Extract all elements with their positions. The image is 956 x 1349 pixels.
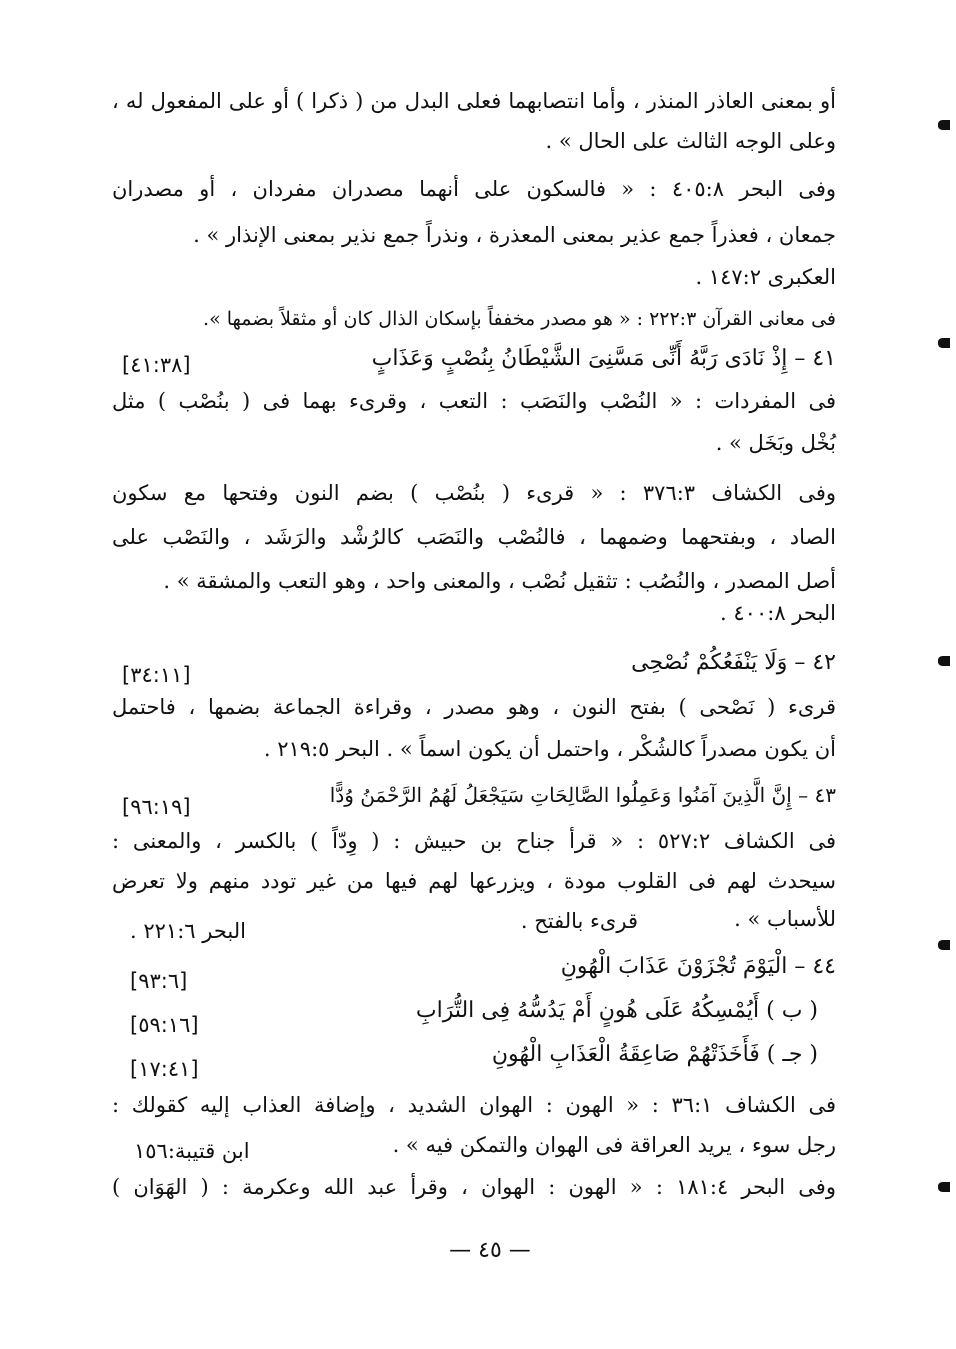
text-line-8: فى المفردات : « النُصْب والنَصَب : التعب ، وقرىء بهما فى ( بنُصْب ) مثل xyxy=(112,389,836,413)
page-number: — ٤٥ — xyxy=(449,1238,531,1263)
margin-mark xyxy=(938,120,950,130)
verse-ref-43: [٩٦:١٩] xyxy=(122,795,191,819)
text-line-18: فى الكشاف ٥٢٧:٢ : « قرأ جناح بن حبيش : ( وِدّاً ) بالكسر ، والمعنى : xyxy=(112,829,836,853)
text-line-12: أصل المصدر ، والنُصُب : تثقيل نُصْب ، والمعنى واحد ، وهو التعب والمشقة » . xyxy=(163,569,836,593)
margin-mark xyxy=(938,338,950,348)
text-line-26: فى الكشاف ٣٦:١ : « الهون : الهوان الشديد ، وإضافة العذاب إليه كقولك : xyxy=(112,1093,836,1117)
verse-44-b: ( ب ) أَيُمْسِكُهُ عَلَى هُونٍ أَمْ يَدُسُّهُ فِى التُّرَابِ xyxy=(415,998,818,1023)
verse-ref-44: [٩٣:٦] xyxy=(130,969,188,993)
text-line-4: جمعان ، فعذراً جمع عذير بمعنى المعذرة ، ونذراً جمع نذير بمعنى الإنذار » . xyxy=(193,223,836,247)
text-line-9: بُخْل وبَخَل » . xyxy=(715,431,836,455)
text-line-13: البحر ٤٠٠:٨ . xyxy=(720,601,836,625)
verse-43: ٤٣ – إِنَّ الَّذِينَ آمَنُوا وَعَمِلُوا الصَّالِحَاتِ سَيَجْعَلُ لَهُمُ الرَّحْمَنُ وُدًّا xyxy=(329,783,836,807)
text-line-6: فى معانى القرآن ٢٢٢:٣ : « هو مصدر مخففاً بإسكان الذال كان أو مثقلاً بضمها ». xyxy=(203,308,836,330)
verse-ref-44-c: [١٧:٤١] xyxy=(130,1057,199,1081)
verse-ref-42: [٣٤:١١] xyxy=(122,663,191,687)
verse-42: ٤٢ – وَلَا يَنْفَعُكُمْ نُصْحِى xyxy=(631,650,836,675)
text-line-1: أو بمعنى العاذر المنذر ، وأما انتصابهما فعلى البدل من ( ذكرا ) أو على المفعول له ، xyxy=(112,89,836,113)
text-line-29: وفى البحر ١٨١:٤ : « الهون : الهوان ، وقرأ عبد الله وعكرمة : ( الهَوَان ) xyxy=(112,1175,836,1199)
text-line-15: قرىء ( نَصْحى ) بفتح النون ، وهو مصدر ، وقراءة الجماعة بضمها ، فاحتمل xyxy=(112,695,836,719)
verse-41: ٤١ – إِذْ نَادَى رَبَّهُ أَنِّى مَسَّنِىَ الشَّيْطَانُ بِنُصْبٍ وَعَذَابٍ xyxy=(371,346,836,371)
text-line-19: سيحدث لهم فى القلوب مودة ، ويزرعها لهم فيها من غير تودد منهم ولا تعرض xyxy=(112,869,836,893)
margin-mark xyxy=(938,656,950,666)
verse-ref-41: [٤١:٣٨] xyxy=(122,353,191,377)
verse-ref-44-b: [٥٩:١٦] xyxy=(130,1013,199,1037)
text-line-27: رجل سوء ، يريد العراقة فى الهوان والتمكن فيه » . xyxy=(392,1133,836,1157)
text-line-5: العكبرى ١٤٧:٢ . xyxy=(695,265,836,289)
text-line-16: أن يكون مصدراً كالشُكْر ، واحتمل أن يكون اسماً » . البحر ٢١٩:٥ . xyxy=(263,737,836,761)
text-line-11: الصاد ، وبفتحهما وضمهما ، فالنُصْب والنَصَب كالرُشْد والرَشَد ، والنَصْب على xyxy=(112,525,836,549)
text-line-10: وفى الكشاف ٣٧٦:٣ : « قرىء ( بنُصْب ) بضم النون وفتحها مع سكون xyxy=(112,481,837,505)
verse-44-c: ( جـ ) فَأَخَذَتْهُمْ صَاعِقَةُ الْعَذَابِ الْهُونِ xyxy=(491,1042,818,1067)
text-line-22: البحر ٢٢١:٦ . xyxy=(130,919,246,943)
text-line-21: قرىء بالفتح . xyxy=(520,909,638,933)
text-line-3: وفى البحر ٤٠٥:٨ : « فالسكون على أنهما مصدران مفردان ، أو مصدران xyxy=(112,177,837,201)
text-line-20: للأسباب » . xyxy=(734,907,836,931)
margin-mark xyxy=(938,940,950,950)
text-line-2: وعلى الوجه الثالث على الحال » . xyxy=(545,129,836,153)
margin-mark xyxy=(938,1182,950,1192)
verse-44: ٤٤ – الْيَوْمَ تُجْزَوْنَ عَذَابَ الْهُونِ xyxy=(560,954,836,979)
text-line-28: ابن قتيبة:١٥٦ xyxy=(134,1139,250,1163)
